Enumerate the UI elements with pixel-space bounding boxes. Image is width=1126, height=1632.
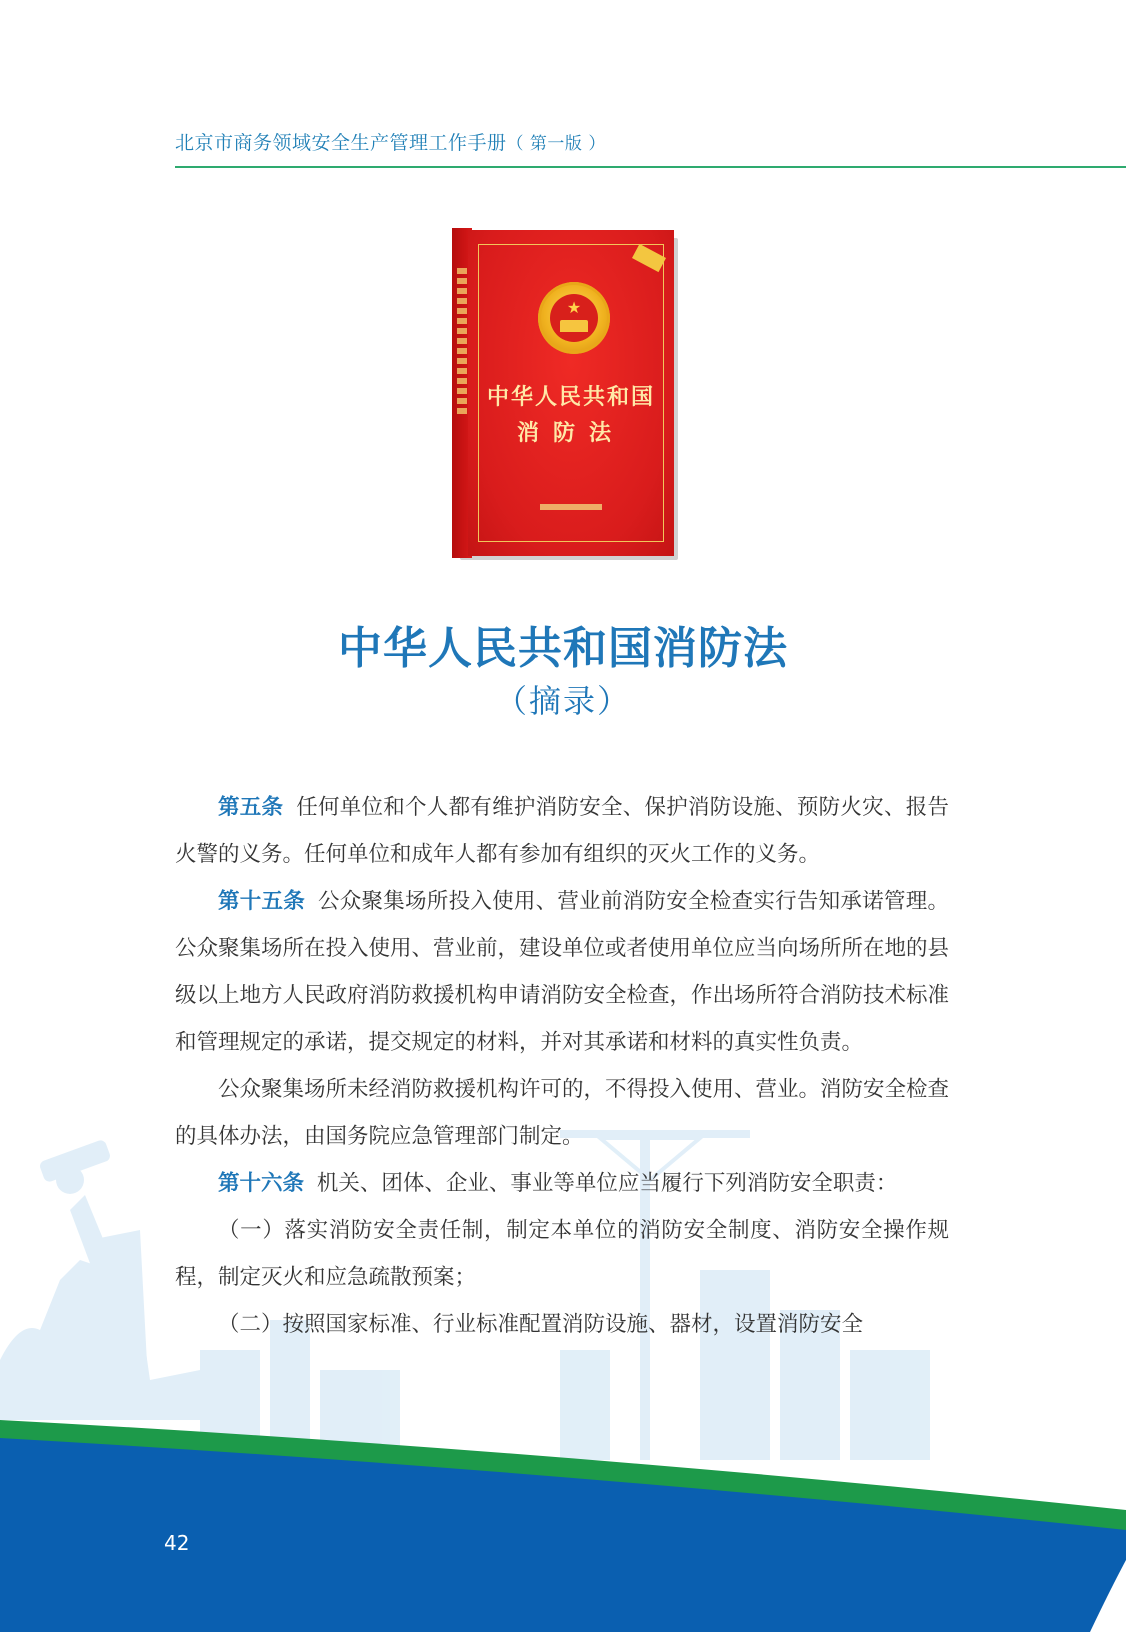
article-text: 任何单位和个人都有维护消防安全、保护消防设施、预防火灾、报告火警的义务。任何单位和成年人都有参加有组织的灭火工作的义务。	[175, 795, 949, 867]
article-paragraph: 公众聚集场所未经消防救援机构许可的，不得投入使用、营业。消防安全检查的具体办法，由国务院应急管理部门制定。	[175, 1077, 950, 1149]
article-paragraph	[175, 784, 949, 878]
article-label: 第十六条	[218, 1171, 305, 1196]
page-number: 42	[164, 1531, 190, 1555]
edition-label: （ 第一版 ）	[506, 134, 606, 154]
article-list-item: （二）按照国家标准、行业标准配置消防设施、器材，设置消防安全	[218, 1312, 864, 1337]
national-emblem-icon	[538, 282, 610, 354]
document-title: 中华人民共和国消防法	[338, 623, 788, 674]
article-list-item: （一）落实消防安全责任制，制定本单位的消防安全制度、消防安全操作规程，制定灭火和应急疏散预案；	[175, 1218, 949, 1290]
emblem-center	[550, 294, 598, 342]
book-title-line1: 中华人民共和国	[486, 384, 655, 410]
book-cover-image	[452, 228, 674, 558]
book-front-cover	[468, 230, 674, 556]
article-text: 公众聚集场所投入使用、营业前消防安全检查实行告知承诺管理。公众聚集场所在投入使用、营业前，建设单位或者使用单位应当向场所所在地的县级以上地方人民政府消防救援机构申请消防安全检查，作出场所符合消防技术标准和管理规定的承诺，提交规定的材料，并对其承诺和材料的真实性负责。	[175, 889, 950, 1055]
book-publisher-mark	[540, 504, 602, 510]
article-paragraph	[175, 1160, 949, 1207]
article-label: 第十五条	[218, 889, 306, 914]
gate-icon	[560, 320, 588, 332]
book-spine-text	[457, 268, 467, 418]
article-body	[175, 784, 949, 1348]
running-header	[175, 128, 606, 155]
document-subtitle: （摘录）	[494, 682, 631, 720]
running-title: 北京市商务领域安全生产管理工作手册	[175, 132, 507, 154]
star-icon: ★	[566, 298, 582, 317]
article-paragraph	[175, 878, 949, 1066]
article-text: 机关、团体、企业、事业等单位应当履行下列消防安全职责：	[316, 1171, 898, 1196]
header-rule	[175, 166, 1126, 168]
article-label: 第五条	[218, 795, 284, 820]
book-title-line2: 消防法	[516, 420, 625, 446]
